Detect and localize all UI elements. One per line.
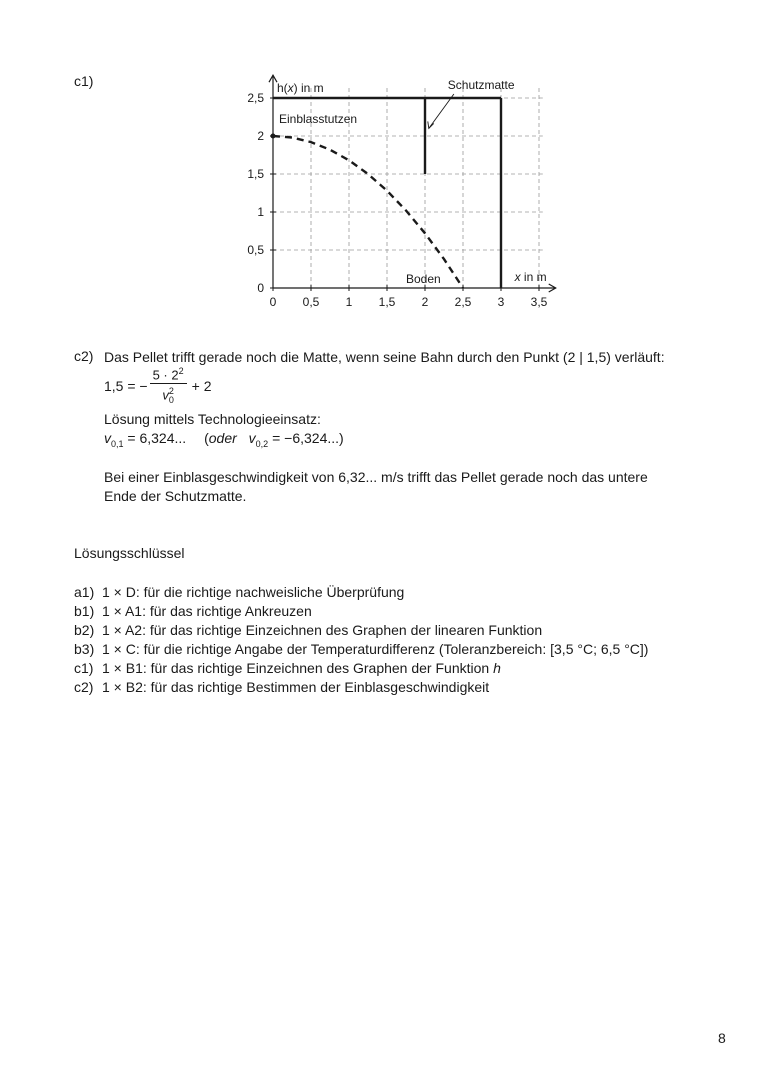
section-label-c2: c2) [74,348,94,364]
key-row-text: 1 × D: für die richtige nachweisliche Überprüfung [102,584,405,600]
c2-technology-text: Lösung mittels Technologieeinsatz: [104,411,321,427]
y-axis-label-var: x [287,81,294,95]
denominator-exp: 2 [168,385,174,396]
key-row-label: c2) [74,679,94,695]
c2-intro-text: Das Pellet trifft gerade noch die Matte, wenn seine Bahn durch den Punkt (2 | 1,5) verläuft: [104,349,665,365]
x-tick-label: 3 [497,295,505,309]
key-row-label: c1) [74,660,94,676]
equation-left: 1,5 = − [104,378,148,394]
c2-conclusion-line2: Ende der Schutzmatte. [104,488,247,504]
einblasstutzen-point [271,134,276,139]
sol-v1: v [104,430,111,446]
y-axis-label-suffix: ) in m [293,81,324,95]
fraction-denominator [150,384,187,408]
page-number: 8 [718,1030,726,1046]
key-row-text: 1 × B1: für das richtige Einzeichnen des Graphen der Funktion [102,660,494,676]
key-row-italic: h [493,660,501,676]
key-row-label: a1) [74,584,95,600]
x-tick-label: 0 [269,295,277,309]
x-tick-label: 1,5 [378,295,396,309]
key-row-label: b1) [74,603,95,619]
y-tick-label: 1 [257,205,264,219]
y-tick-label: 1,5 [247,167,264,181]
x-tick-label: 0,5 [302,295,320,309]
annotation-boden: Boden [406,272,441,286]
equation-fraction [150,364,187,407]
y-tick-label: 0,5 [247,243,264,257]
numerator-base: 5 · 2 [152,367,179,383]
c2-equation [104,366,211,406]
x-axis-label-rest: in m [520,270,547,284]
denominator-var: v [162,387,169,403]
y-tick-label: 0 [257,281,264,295]
sol-oder: oder [208,430,237,446]
section-label-c1: c1) [74,73,94,89]
key-row [74,679,489,695]
equation-right: + 2 [191,378,212,394]
key-row [74,641,648,657]
x-tick-label: 2 [421,295,429,309]
sol-sub1: 0,1 [111,438,124,449]
x-axis-label-var: x [514,270,521,284]
key-row [74,603,312,619]
c2-solution: $v_{0,1} = 6,324$... (oder $v_{0,2} = -6,324$...) [104,430,344,449]
key-row-label: b3) [74,641,95,657]
x-tick-label: 2,5 [454,295,472,309]
y-tick-label: 2 [257,129,264,143]
key-row-text: 1 × A1: für das richtige Ankreuzen [102,603,312,619]
key-row [74,622,542,638]
trajectory-chart [230,66,570,316]
y-tick-label: 2,5 [247,91,264,105]
sol-val2: = −6,324...) [268,430,344,446]
annotation-einblasstutzen: Einblasstutzen [279,111,358,126]
y-axis-label-prefix: h(x) in m [277,81,324,95]
key-row [74,660,501,676]
x-tick-label: 1 [345,295,353,309]
key-row-label: b2) [74,622,95,638]
annotation-schutzmatte: Schutzmatte [447,78,515,92]
key-row-text: 1 × C: für die richtige Angabe der Temperaturdifferenz (Toleranzbereich: [3,5 °C; 6,5 °C]) [102,641,649,657]
numerator-exponent: 2 [178,366,184,377]
c2-conclusion-line1: Bei einer Einblasgeschwindigkeit von 6,32... m/s trifft das Pellet gerade noch das untere [104,469,648,485]
key-row-text: 1 × B2: für das richtige Bestimmen der Einblasgeschwindigkeit [102,679,490,695]
x-tick-label: 3,5 [530,295,548,309]
key-title: Lösungsschlüssel [74,545,185,561]
x-axis-label [514,270,547,284]
sol-v2: v [248,430,256,446]
key-row-text: 1 × A2: für das richtige Einzeichnen des Graphen der linearen Funktion [102,622,543,638]
fraction-numerator [150,364,187,383]
sol-sub2: 0,2 [255,438,269,449]
sol-val1: = 6,324... [123,430,187,446]
denominator-sub: 0 [168,394,174,405]
key-row [74,584,404,600]
